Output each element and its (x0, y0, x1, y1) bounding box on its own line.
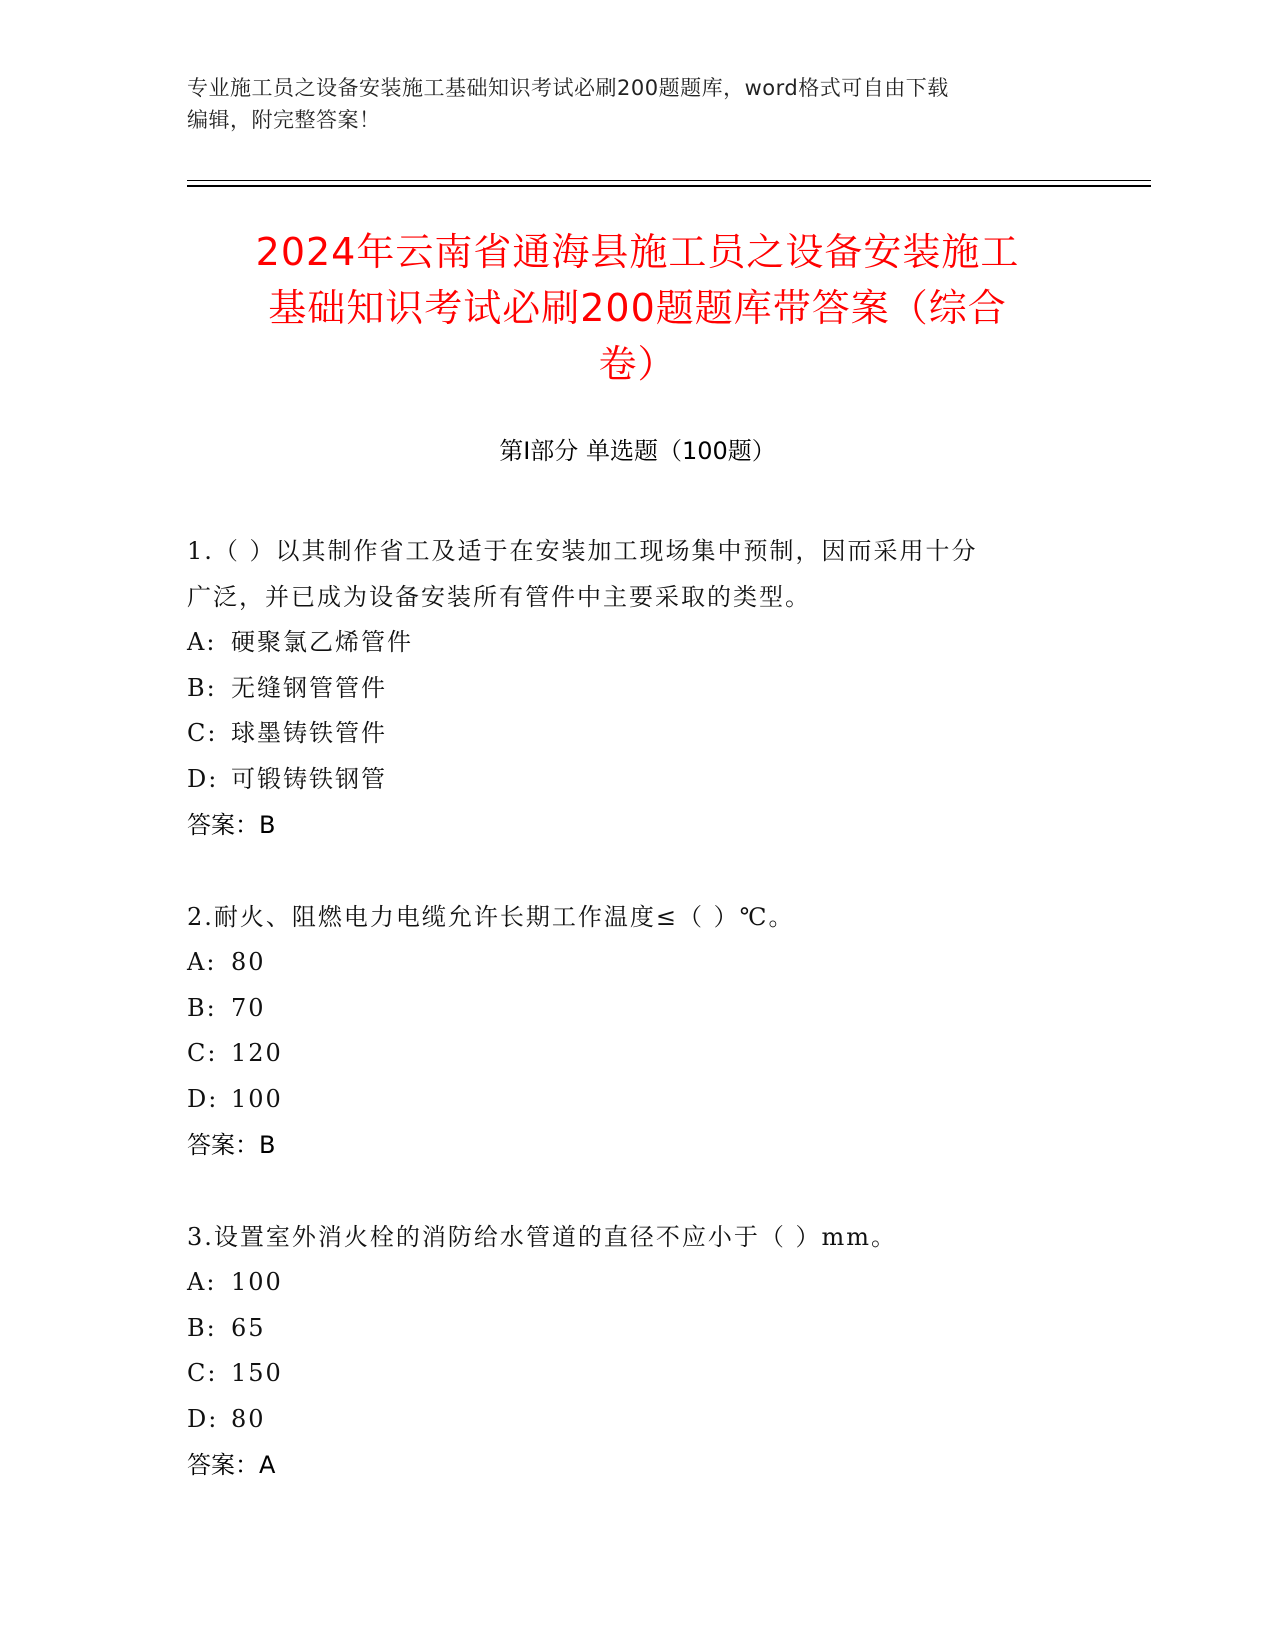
option-b (187, 1306, 1087, 1352)
option-a (187, 1260, 1087, 1306)
option-text: 80 (231, 948, 266, 976)
option-letter: B: (187, 993, 217, 1022)
title-line: 2024年云南省通海县施工员之设备安装施工 (255, 230, 1020, 274)
option-text: 无缝钢管管件 (231, 673, 387, 702)
option-c (187, 1351, 1087, 1397)
option-c (187, 1031, 1087, 1077)
option-a (187, 940, 1087, 986)
question-item (187, 528, 1087, 848)
option-text: 100 (231, 1084, 283, 1113)
option-letter: D: (187, 1404, 219, 1433)
option-letter: C: (187, 719, 218, 747)
question-list (187, 528, 1087, 1534)
question-stem: 1.（ ）以其制作省工及适于在安装加工现场集中预制，因而采用十分 (187, 537, 978, 565)
option-a (187, 620, 1087, 666)
option-letter: D: (187, 764, 219, 793)
document-title (170, 224, 1105, 392)
option-d (187, 1077, 1087, 1123)
question-stem: 广泛，并已成为设备安装所有管件中主要采取的类型。 (187, 583, 811, 611)
option-letter: A: (187, 1268, 217, 1296)
option-text: 硬聚氯乙烯管件 (231, 628, 413, 656)
option-text: 球墨铸铁管件 (231, 719, 387, 747)
header-note (187, 72, 1087, 136)
question-item (187, 1214, 1087, 1488)
header-note-line: 编辑，附完整答案！ (187, 108, 381, 132)
option-letter: B: (187, 673, 217, 702)
option-d (187, 757, 1087, 803)
option-letter: A: (187, 628, 217, 656)
question-stem: 2.耐火、阻燃电力电缆允许长期工作温度≤（ ）℃。 (187, 903, 795, 931)
option-letter: C: (187, 1039, 218, 1067)
section-heading: 第Ⅰ部分 单选题（100题） (499, 437, 776, 465)
option-b (187, 666, 1087, 712)
option-text: 65 (231, 1313, 266, 1342)
option-letter: D: (187, 1084, 219, 1113)
question-item (187, 894, 1087, 1168)
option-text: 150 (231, 1359, 283, 1387)
question-stem: 3.设置室外消火栓的消防给水管道的直径不应小于（ ）mm。 (187, 1223, 898, 1251)
option-text: 120 (231, 1039, 283, 1067)
option-letter: B: (187, 1313, 217, 1342)
title-line: 卷） (598, 342, 677, 386)
answer-line: 答案：A (187, 1451, 276, 1479)
option-text: 80 (231, 1404, 266, 1433)
option-text: 可锻铸铁钢管 (231, 764, 387, 793)
option-d (187, 1397, 1087, 1443)
header-note-line: 专业施工员之设备安装施工基础知识考试必刷200题题库，word格式可自由下载 (187, 76, 949, 100)
option-text: 100 (231, 1268, 283, 1296)
title-line: 基础知识考试必刷200题题库带答案（综合 (268, 286, 1007, 330)
option-b (187, 986, 1087, 1032)
option-c (187, 711, 1087, 757)
option-letter: C: (187, 1359, 218, 1387)
option-text: 70 (231, 993, 266, 1022)
answer-line: 答案：B (187, 811, 276, 839)
answer-line: 答案：B (187, 1131, 276, 1159)
header-divider-thin (187, 180, 1151, 181)
option-letter: A: (187, 948, 217, 976)
header-divider-thick (187, 185, 1151, 187)
